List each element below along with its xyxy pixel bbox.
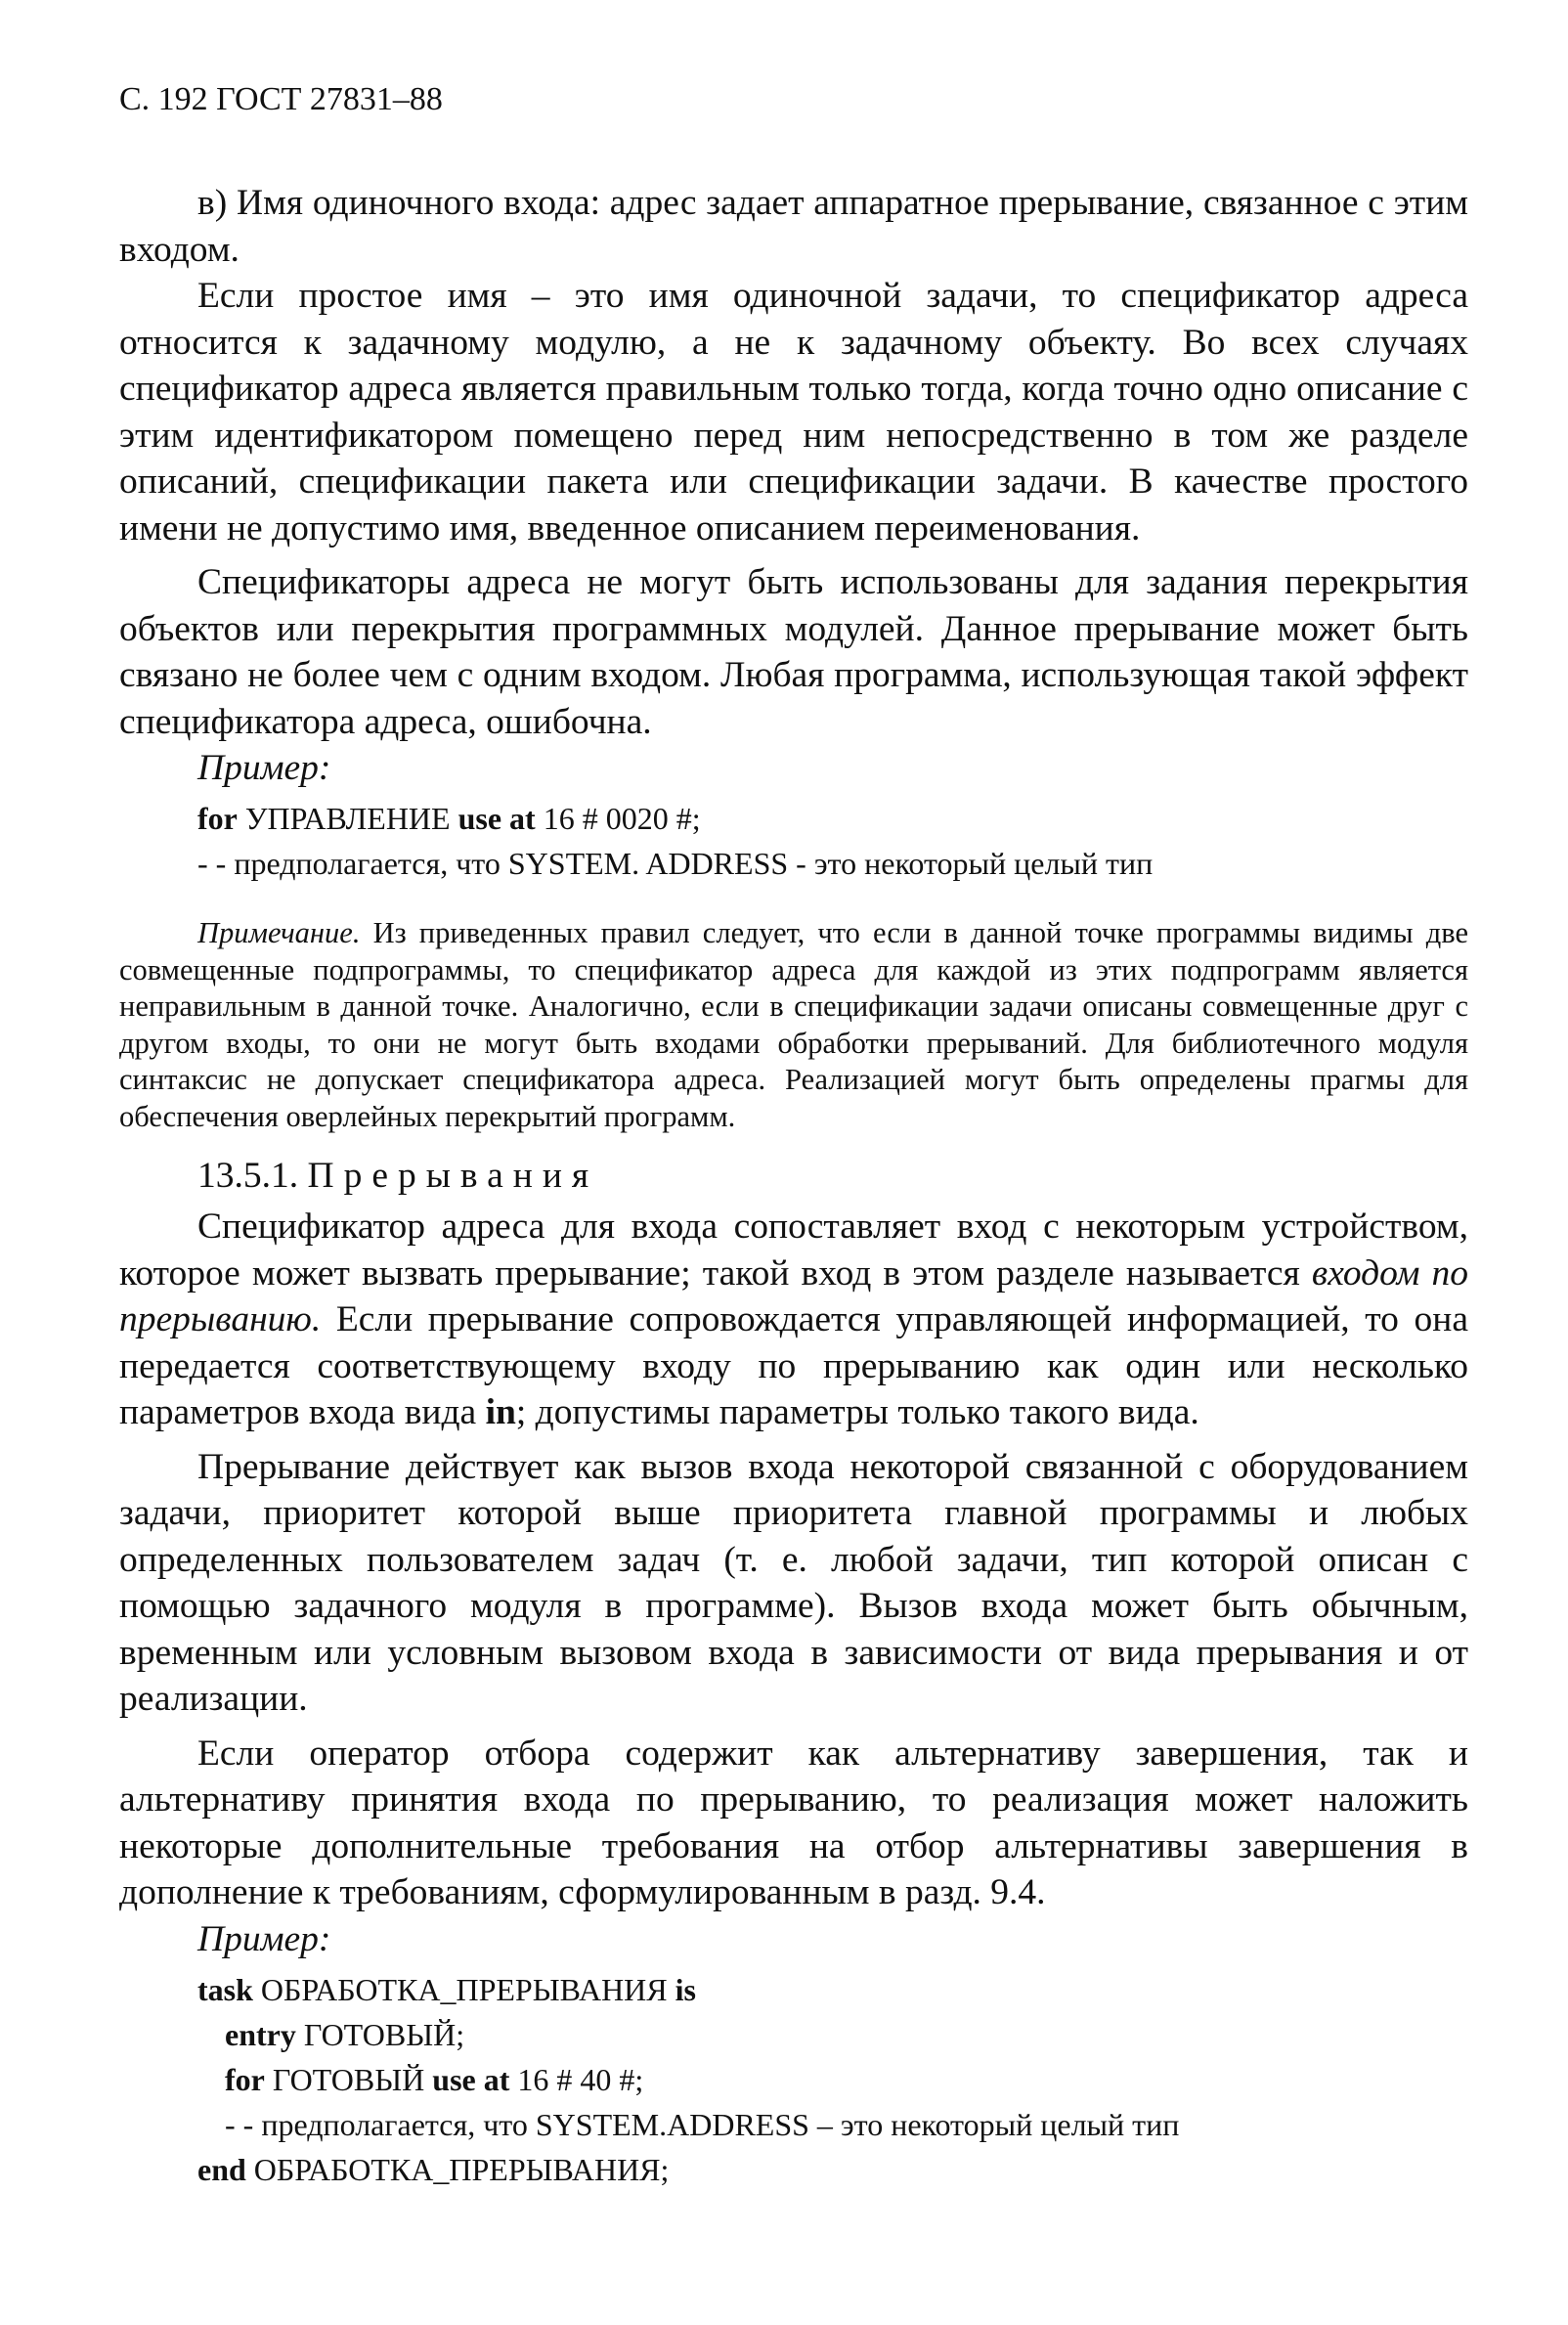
paragraph-simple-name: Если простое имя – это имя одиночной задачи, то спецификатор адреса относится к задачному модулю, а не к задачному объекту. Во всех случаях спецификатор адреса является правильным только тогда, когда точно одно описание с этим идентификатором помещено перед ним непосредственно в том же разделе описаний, спецификации пакета или спецификации задачи. В качестве простого имени не допустимо имя, введенное описанием переименования. (119, 276, 1468, 548)
note-text: Из приведенных правил следует, что если в данной точке программы видимы две совмещенные подпрограммы, то спецификатор адреса для каждой из этих подпрограмм является неправильным в данной точке. Аналогично, если в спецификации задачи описаны совмещенные друг с другом входы, то они не могут быть входами обработки прерываний. Для библиотечного модуля синтаксис не допускает спецификатора адреса. Реализацией могут быть определены прагмы для обеспечения оверлейных перекрытий программ. (119, 916, 1468, 1133)
term-interrupt-entry: входом по прерыванию. (119, 1252, 1469, 1339)
running-head: С. 192 ГОСТ 27831–88 (119, 81, 443, 117)
section-heading (119, 1153, 1468, 1200)
code-line: entry ГОТОВЫЙ; (225, 2016, 465, 2052)
document-page (119, 78, 1468, 2221)
code-example-1 (119, 796, 1468, 886)
keyword-in: in (485, 1392, 516, 1432)
code-line: task ОБРАБОТКА_ПРЕРЫВАНИЯ is (197, 1971, 696, 2007)
note-label: Примечание. (197, 916, 361, 949)
code-line: for ГОТОВЫЙ use at 16 # 40 #; (225, 2061, 644, 2097)
section-title: Прерывания (307, 1156, 599, 1196)
paragraph-interrupt-3: Если оператор отбора содержит как альтернативу завершения, так и альтернативу принятия входа по прерыванию, то реализация может наложить некоторые дополнительные требования на отбор альтернативы завершения в дополнение к требованиям, сформулированным в разд. 9.4. (119, 1733, 1468, 1912)
code-comment: - - предполагается, что SYSTEM.ADDRESS – это некоторый целый тип (225, 2106, 1180, 2142)
paragraph-overlay: Спецификаторы адреса не могут быть использованы для задания перекрытия объектов или перекрытия программных модулей. Данное прерывание может быть связано не более чем с одним входом. Любая программа, использующая такой эффект спецификатора адреса, ошибочна. (119, 562, 1468, 742)
code-line: end ОБРАБОТКА_ПРЕРЫВАНИЯ; (197, 2151, 670, 2187)
example-label-2: Пример: (197, 1918, 331, 1959)
paragraph-single-entry: в) Имя одиночного входа: адрес задает аппаратное прерывание, связанное с этим входом. (119, 183, 1468, 270)
code-line: for УПРАВЛЕНИЕ use at 16 # 0020 #; (197, 801, 701, 836)
code-comment: - - предполагается, что SYSTEM. ADDRESS - это некоторый целый тип (197, 846, 1154, 881)
section-number: 13.5.1. (197, 1156, 299, 1196)
note-block (119, 915, 1468, 1135)
code-example-2 (119, 1967, 1468, 2192)
example-label: Пример: (197, 748, 331, 788)
paragraph-interrupt-2: Прерывание действует как вызов входа некоторой связанной с оборудованием задачи, приоритет которой выше приоритета главной программы и любых определенных пользователем задач (т. е. любой задачи, тип которой описан с помощью задачного модуля в программе). Вызов входа может быть обычным, временным или условным вызовом входа в зависимости от вида прерывания и от реализации. (119, 1446, 1468, 1719)
main-text (119, 180, 1468, 2192)
paragraph-interrupt-1: Спецификатор адреса для входа сопоставляет вход с некоторым устройством, которое может вызвать прерывание; такой вход в этом разделе называется входом по прерыванию. Если прерывание сопровождается управляющей информацией, то она передается соответствующему входу по прерыванию как один или несколько параметров входа вида in; допустимы параметры только такого вида. (119, 1206, 1469, 1432)
